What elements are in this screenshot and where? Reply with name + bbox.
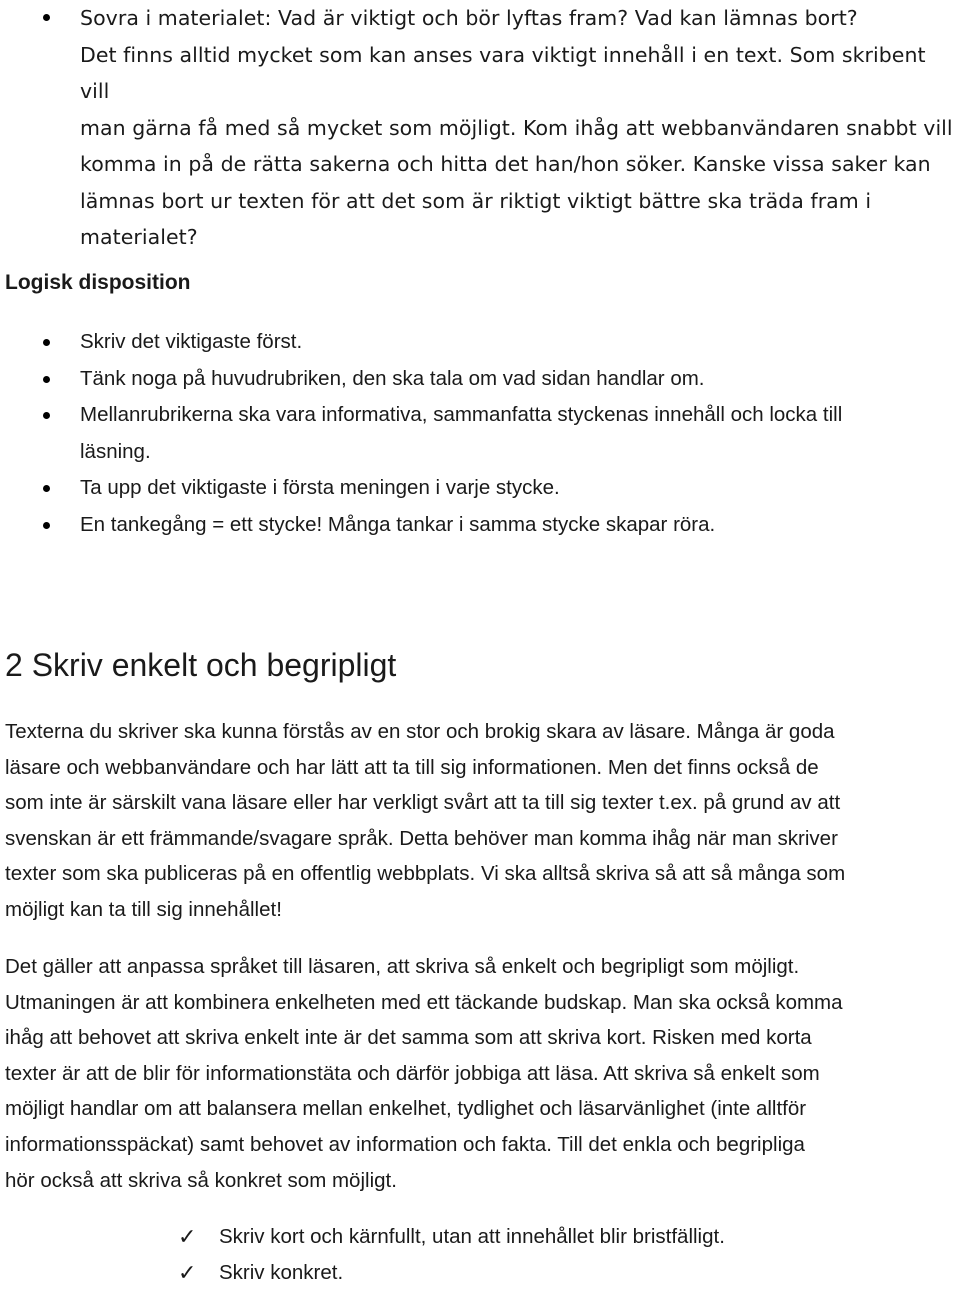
text-line: lämnas bort ur texten för att det som är riktigt viktigt bättre ska träda fram i bbox=[80, 188, 872, 213]
checklist-item bbox=[0, 1219, 960, 1255]
list-item bbox=[0, 507, 960, 544]
text-line: Det finns alltid mycket som kan anses vara viktigt innehåll i en text. Som skribent vill bbox=[80, 42, 926, 103]
text-line: texter är att de blir för informationstäta och därför jobbiga att läsa. Att skriva så enkelt som bbox=[5, 1061, 820, 1085]
bullet-icon bbox=[43, 412, 50, 419]
checklist-text: Skriv konkret. bbox=[219, 1261, 344, 1284]
top-bullet-list bbox=[0, 0, 960, 256]
text-line: texter som ska publiceras på en offentlig webbplats. Vi ska alltså skriva så att så många som bbox=[5, 862, 846, 886]
text-line: Sovra i materialet: Vad är viktigt och bör lyftas fram? Vad kan lämnas bort? bbox=[80, 6, 858, 30]
list-item bbox=[0, 361, 960, 398]
list-item bbox=[0, 0, 960, 256]
checklist-item bbox=[0, 1255, 960, 1291]
list-item-text: Ta upp det viktigaste i första meningen i varje stycke. bbox=[80, 476, 560, 500]
chapter-heading: 2 Skriv enkelt och begripligt bbox=[5, 647, 397, 683]
list-item-text: Skriv det viktigaste först. bbox=[80, 330, 303, 353]
list-item bbox=[0, 324, 960, 361]
check-mark-icon: ✓ bbox=[178, 1260, 197, 1285]
list-item-text: Mellanrubrikerna ska vara informativa, sammanfatta styckenas innehåll och locka till bbox=[80, 403, 843, 427]
text-line: man gärna få med så mycket som möjligt. Kom ihåg att webbanvändaren snabbt vill bbox=[80, 115, 953, 140]
check-mark-icon: ✓ bbox=[178, 1224, 197, 1249]
text-line: möjligt handlar om att balansera mellan enkelhet, tydlighet och läsarvänlighet (inte alltför bbox=[5, 1097, 807, 1121]
checklist bbox=[0, 1219, 960, 1291]
text-line: möjligt kan ta till sig innehållet! bbox=[5, 897, 282, 921]
checklist-text: Skriv kort och kärnfullt, utan att innehållet blir bristfälligt. bbox=[219, 1225, 725, 1248]
bullet-icon bbox=[43, 339, 50, 346]
text-line: hör också att skriva så konkret som möjligt. bbox=[5, 1168, 397, 1192]
text-line: materialet? bbox=[80, 225, 198, 249]
list-item-text: En tankegång = ett stycke! Många tankar i samma stycke skapar röra. bbox=[80, 512, 716, 536]
paragraph bbox=[5, 714, 960, 928]
bullet-icon bbox=[43, 485, 50, 492]
section-heading: Logisk disposition bbox=[5, 271, 191, 294]
text-line: svenskan är ett främmande/svagare språk. Detta behöver man komma ihåg när man skriver bbox=[5, 826, 838, 850]
text-line: Texterna du skriver ska kunna förstås av en stor och brokig skara av läsare. Många är goda bbox=[5, 720, 835, 743]
text-line: som inte är särskilt vana läsare eller har verkligt svårt att ta till sig texter t.ex. på grund av att bbox=[5, 791, 841, 815]
list-item-text: läsning. bbox=[80, 439, 151, 463]
list-item bbox=[0, 470, 960, 507]
bullet-icon bbox=[43, 376, 50, 383]
text-line: Utmaningen är att kombinera enkelheten med ett täckande budskap. Man ska också komma bbox=[5, 990, 843, 1014]
bullet-icon bbox=[43, 14, 50, 21]
text-line: läsare och webbanvändare och har lätt att ta till sig informationen. Men det finns också de bbox=[5, 755, 819, 779]
bullet-icon bbox=[43, 522, 50, 529]
text-line: ihåg att behovet att skriva enkelt inte är det samma som att skriva kort. Risken med korta bbox=[5, 1026, 812, 1050]
text-line: informationsspäckat) samt behovet av information och fakta. Till det enkla och begripliga bbox=[5, 1132, 805, 1156]
text-line: Det gäller att anpassa språket till läsaren, att skriva så enkelt och begripligt som möjligt. bbox=[5, 955, 800, 978]
list-item-text: Tänk noga på huvudrubriken, den ska tala om vad sidan handlar om. bbox=[80, 366, 705, 390]
logisk-list bbox=[0, 324, 960, 544]
paragraph bbox=[5, 949, 960, 1198]
list-item bbox=[0, 397, 960, 470]
text-line: komma in på de rätta sakerna och hitta det han/hon söker. Kanske vissa saker kan bbox=[80, 152, 931, 176]
